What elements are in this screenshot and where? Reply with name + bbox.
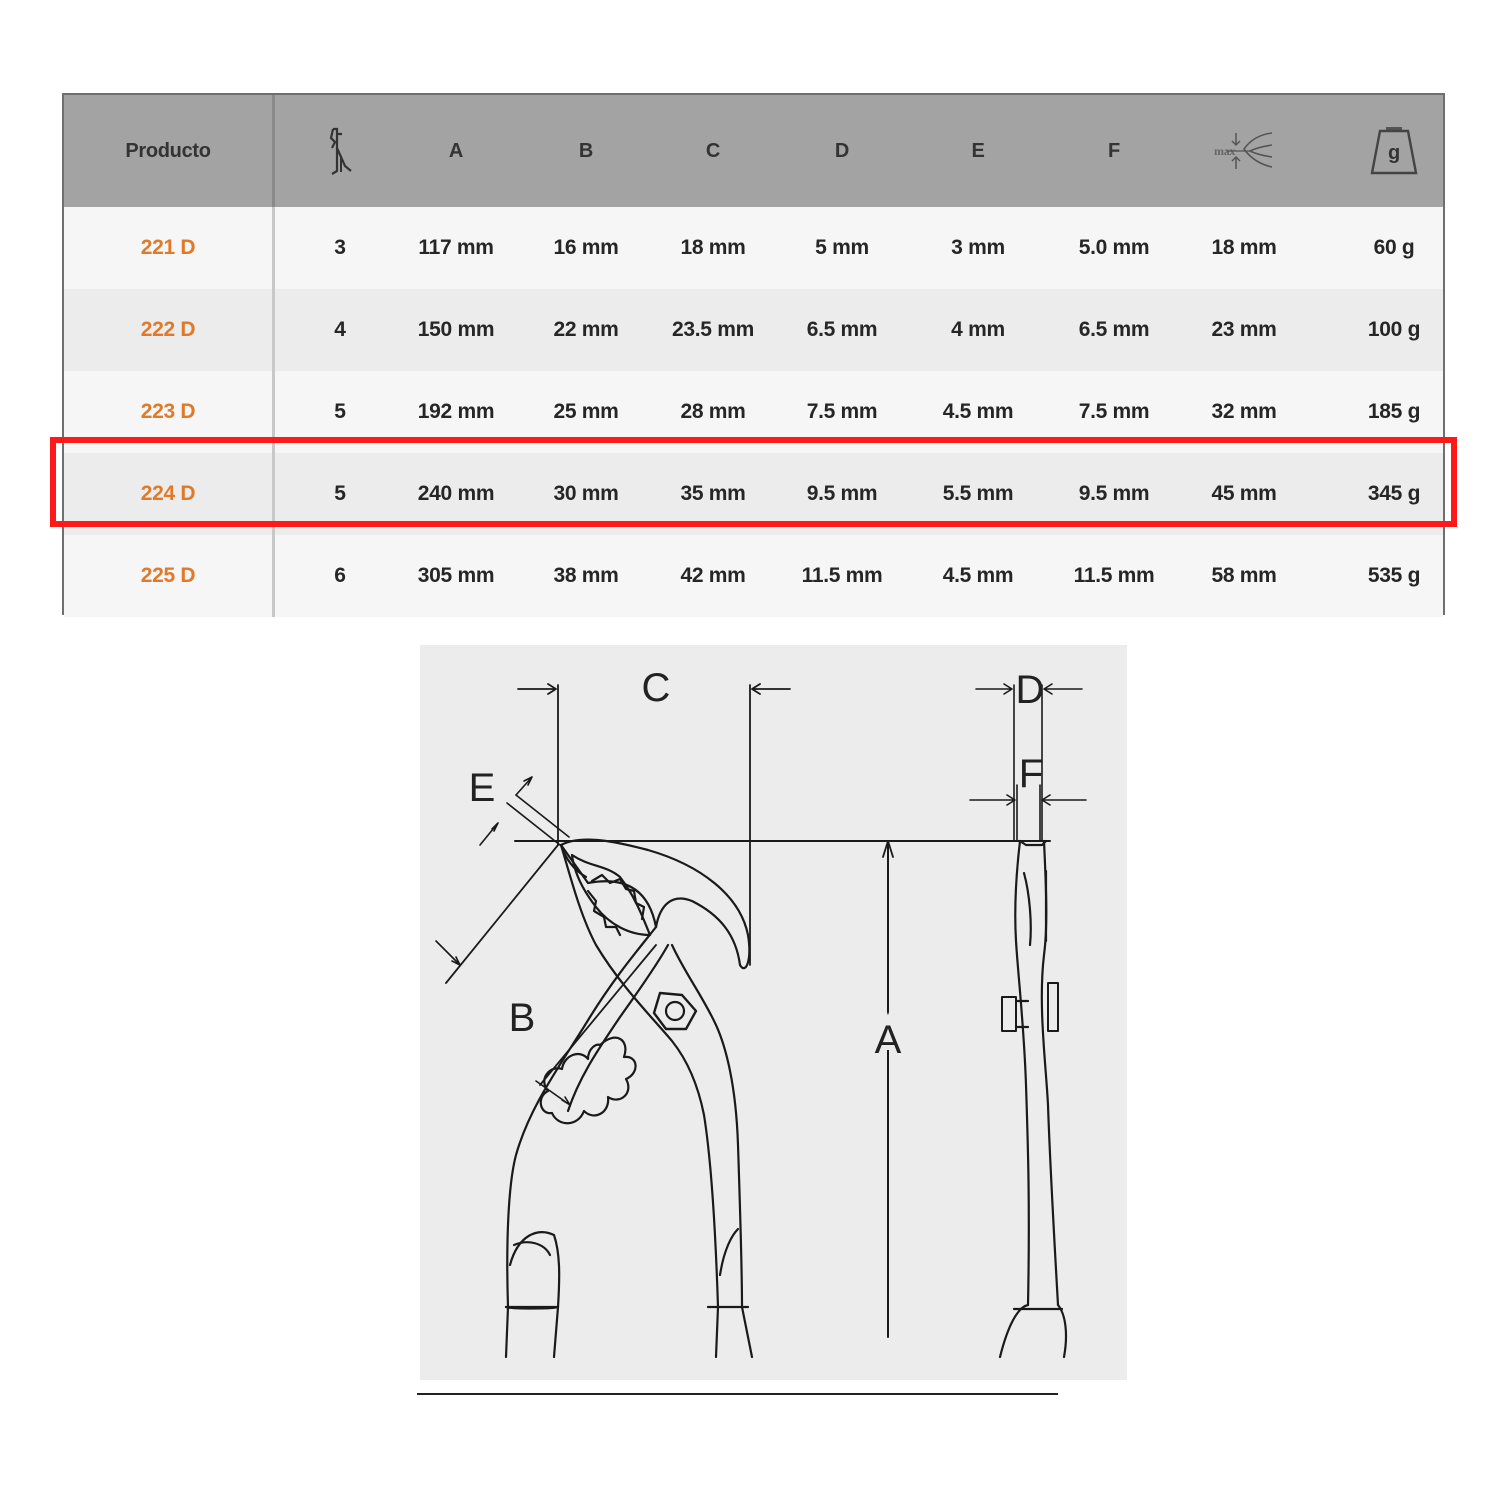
spec-table bbox=[62, 93, 1445, 615]
table-row bbox=[64, 289, 1443, 371]
cell-f: 5.0 mm bbox=[1078, 236, 1150, 259]
cell-a: 150 mm bbox=[417, 318, 495, 341]
table-header bbox=[64, 95, 1443, 207]
cell-max: 58 mm bbox=[1211, 564, 1277, 587]
cell-d: 6.5 mm bbox=[806, 318, 878, 341]
label-f: F bbox=[1018, 752, 1044, 796]
cell-e: 4.5 mm bbox=[942, 400, 1014, 423]
cell-pos: 5 bbox=[334, 482, 346, 505]
cell-pos: 3 bbox=[334, 236, 346, 259]
header-e: E bbox=[971, 139, 985, 162]
cell-d: 9.5 mm bbox=[806, 482, 878, 505]
header-f: F bbox=[1108, 139, 1120, 162]
cell-max: 18 mm bbox=[1211, 236, 1277, 259]
label-a: A bbox=[874, 1018, 902, 1062]
label-d: D bbox=[1015, 668, 1045, 712]
cell-pos: 5 bbox=[334, 400, 346, 423]
cell-producto: 224 D bbox=[140, 482, 196, 505]
cell-weight: 185 g bbox=[1367, 400, 1421, 423]
weight-unit-label: g bbox=[1388, 142, 1400, 164]
cell-max: 45 mm bbox=[1211, 482, 1277, 505]
max-label: max bbox=[1214, 144, 1236, 158]
table-row bbox=[64, 535, 1443, 617]
label-e: E bbox=[468, 766, 496, 810]
cell-weight: 100 g bbox=[1367, 318, 1421, 341]
cell-c: 18 mm bbox=[680, 236, 746, 259]
header-a: A bbox=[448, 139, 464, 162]
cell-b: 38 mm bbox=[553, 564, 619, 587]
header-producto: Producto bbox=[125, 139, 211, 162]
header-c: C bbox=[705, 139, 721, 162]
cell-f: 6.5 mm bbox=[1078, 318, 1150, 341]
bottom-rule bbox=[417, 1393, 1058, 1395]
label-b: B bbox=[508, 996, 536, 1040]
adjust-positions-icon bbox=[275, 95, 405, 207]
cell-b: 16 mm bbox=[553, 236, 619, 259]
cell-f: 9.5 mm bbox=[1078, 482, 1150, 505]
cell-c: 23.5 mm bbox=[672, 318, 754, 341]
cell-e: 4.5 mm bbox=[942, 564, 1014, 587]
cell-e: 4 mm bbox=[951, 318, 1005, 341]
cell-producto: 223 D bbox=[140, 400, 196, 423]
cell-d: 7.5 mm bbox=[806, 400, 878, 423]
cell-b: 25 mm bbox=[553, 400, 619, 423]
weight-icon bbox=[1332, 95, 1456, 207]
cell-d: 11.5 mm bbox=[801, 564, 883, 587]
cell-producto: 225 D bbox=[140, 564, 196, 587]
cell-max: 32 mm bbox=[1211, 400, 1277, 423]
cell-c: 42 mm bbox=[680, 564, 746, 587]
cell-a: 117 mm bbox=[418, 236, 494, 259]
max-opening-icon bbox=[1179, 95, 1309, 207]
highlight-frame bbox=[50, 437, 1457, 527]
header-b: B bbox=[578, 139, 594, 162]
cell-weight: 60 g bbox=[1373, 236, 1415, 259]
cell-producto: 222 D bbox=[140, 318, 196, 341]
cell-a: 240 mm bbox=[417, 482, 495, 505]
cell-a: 192 mm bbox=[417, 400, 495, 423]
cell-a: 305 mm bbox=[417, 564, 495, 587]
cell-b: 30 mm bbox=[553, 482, 619, 505]
label-c: C bbox=[641, 666, 671, 710]
cell-f: 7.5 mm bbox=[1078, 400, 1150, 423]
cell-pos: 4 bbox=[334, 318, 346, 341]
cell-c: 35 mm bbox=[680, 482, 746, 505]
cell-c: 28 mm bbox=[680, 400, 746, 423]
cell-weight: 535 g bbox=[1367, 564, 1421, 587]
technical-drawing bbox=[420, 645, 1127, 1380]
cell-b: 22 mm bbox=[553, 318, 619, 341]
cell-pos: 6 bbox=[334, 564, 346, 587]
cell-e: 5.5 mm bbox=[942, 482, 1014, 505]
cell-e: 3 mm bbox=[951, 236, 1005, 259]
cell-d: 5 mm bbox=[815, 236, 869, 259]
header-d: D bbox=[834, 139, 850, 162]
cell-producto: 221 D bbox=[140, 236, 196, 259]
table-row bbox=[64, 207, 1443, 289]
cell-weight: 345 g bbox=[1367, 482, 1421, 505]
cell-max: 23 mm bbox=[1211, 318, 1277, 341]
cell-f: 11.5 mm bbox=[1073, 564, 1155, 587]
